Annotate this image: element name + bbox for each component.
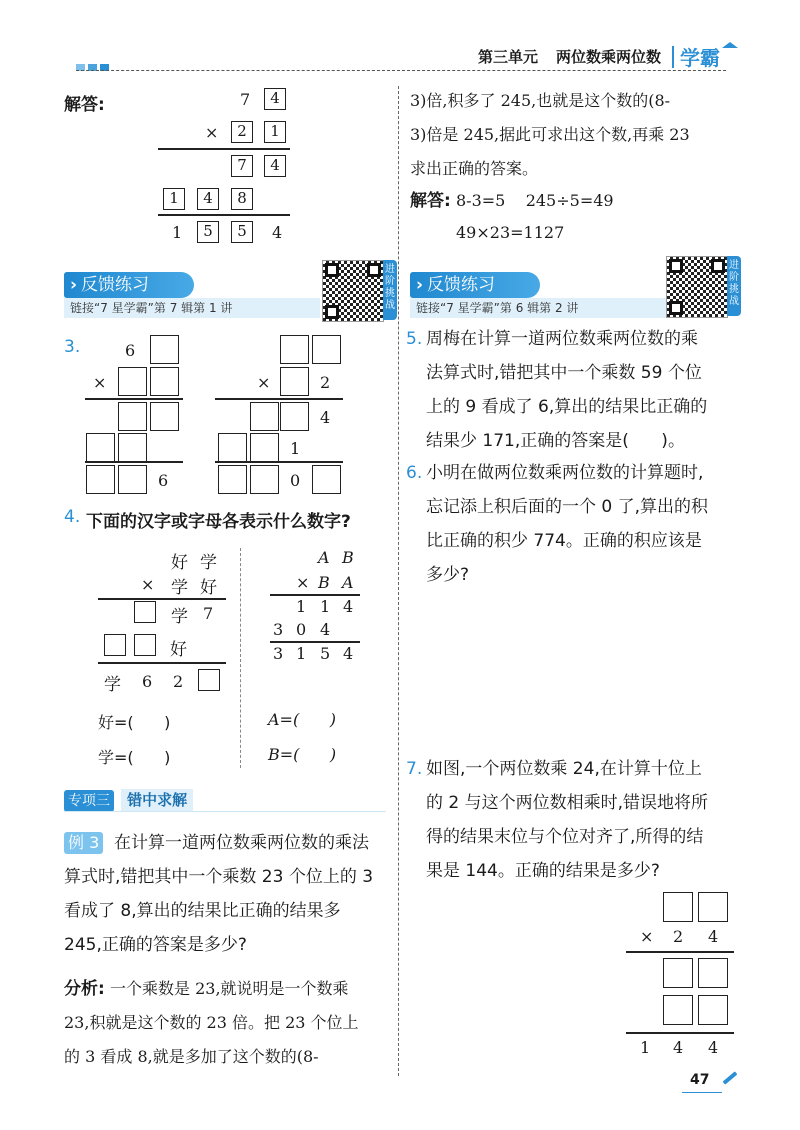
answer-box[interactable] — [150, 367, 179, 396]
question-7-line-2: 的 2 与这个两位数相乘时,错误地将所 — [426, 793, 709, 813]
pencil-icon — [723, 1071, 738, 1084]
example-3-line-4: 245,正确的答案是多少? — [64, 935, 247, 955]
question-7-line-3: 得的结果末位与个位对齐了,所得的结 — [426, 827, 704, 847]
answer-b: B=( ) — [268, 745, 337, 764]
answer-box[interactable] — [86, 433, 115, 462]
analysis-cont-3: 求出正确的答案。 — [410, 159, 539, 178]
column-divider — [398, 86, 399, 1076]
answer-box[interactable] — [663, 892, 693, 922]
answer-box[interactable] — [198, 669, 220, 691]
page-number: 47 — [690, 1072, 710, 1088]
answer-box[interactable] — [280, 402, 309, 431]
answer-box[interactable] — [663, 995, 693, 1025]
answer-box[interactable] — [150, 335, 179, 364]
answer-a: A=( ) — [268, 710, 336, 729]
header-separator — [672, 46, 674, 68]
answer-box[interactable] — [280, 367, 309, 396]
answer-box[interactable] — [150, 402, 179, 431]
feedback-title: 反馈练习 — [427, 275, 496, 295]
answer-xue: 学=( ) — [98, 748, 171, 767]
feedback-link: 链接“7 星学霸”第 6 辑第 2 讲 — [410, 298, 666, 318]
answer-box[interactable] — [250, 465, 279, 494]
q4-divider — [240, 548, 241, 768]
question-5-line-4: 结果少 171,正确的答案是( )。 — [426, 431, 685, 451]
answer-box[interactable] — [698, 892, 728, 922]
answer-box[interactable] — [663, 958, 693, 988]
answer-step-1: 8-3=5 245÷5=49 — [456, 191, 614, 210]
answer-box[interactable] — [698, 958, 728, 988]
analysis-line-3: 的 3 看成 8,就是多加了这个数的(8- — [64, 1047, 319, 1066]
question-5-number: 5. — [406, 329, 423, 349]
answer-box[interactable] — [118, 367, 147, 396]
answer-box[interactable] — [118, 465, 147, 494]
answer-box[interactable] — [104, 634, 126, 656]
question-5-line-3: 上的 9 看成了 6,算出的结果比正确的 — [426, 397, 708, 417]
example-3-line-3: 看成了 8,算出的结果比正确的结果多 — [64, 901, 341, 921]
feedback-title: 反馈练习 — [81, 275, 150, 295]
answer-box[interactable] — [134, 634, 156, 656]
question-3-number: 3. — [64, 337, 81, 357]
example-3-line-1: 在计算一道两位数乘两位数的乘法 — [114, 833, 369, 853]
special-section-header — [64, 789, 193, 811]
qr-tag: 进阶挑战 — [727, 256, 741, 316]
chevron-right-icon: › — [416, 275, 424, 295]
chevron-right-icon: › — [70, 275, 78, 295]
analysis-cont-1: 3)倍,积多了 245,也就是这个数的(8- — [410, 91, 671, 110]
question-7-line-4: 果是 144。正确的结果是多少? — [426, 861, 660, 881]
answer-label: 解答: — [64, 95, 105, 115]
example-3-line-2: 算式时,错把其中一个乘数 23 个位上的 3 — [64, 867, 374, 887]
special-rule — [64, 811, 386, 812]
answer-box[interactable] — [698, 995, 728, 1025]
answer-box[interactable] — [312, 335, 341, 364]
question-6-line-3: 比正确的积少 774。正确的积应该是 — [426, 531, 702, 551]
special-title: 错中求解 — [121, 789, 193, 811]
feedback-link: 链接“7 星学霸”第 7 辑第 1 讲 — [64, 298, 320, 318]
answer-box[interactable] — [218, 465, 247, 494]
answer-box[interactable] — [312, 465, 341, 494]
answer-box[interactable] — [86, 465, 115, 494]
question-6-number: 6. — [406, 463, 423, 483]
footer-underline — [682, 1092, 722, 1093]
question-7-number: 7. — [406, 759, 423, 779]
question-6-line-4: 多少? — [426, 565, 470, 585]
analysis-line-1: 一个乘数是 23,就说明是一个数乘 — [110, 979, 349, 998]
header-decoration — [76, 56, 112, 75]
header-rule — [76, 70, 726, 71]
analysis-line-2: 23,积就是这个数的 23 倍。把 23 个位上 — [64, 1013, 359, 1032]
question-4-text: 下面的汉字或字母各表示什么数字? — [86, 512, 351, 532]
example-3-tag: 例 3 — [64, 832, 103, 854]
answer-hao: 好=( ) — [98, 713, 171, 732]
answer-box[interactable] — [250, 402, 279, 431]
answer-label-right: 解答: — [410, 191, 451, 211]
answer-box[interactable] — [218, 433, 247, 462]
analysis-label: 分析: — [64, 979, 105, 999]
header-unit: 第三单元 — [478, 48, 539, 66]
graduation-cap-icon — [722, 42, 738, 48]
answer-box[interactable] — [134, 601, 156, 623]
answer-box[interactable] — [280, 335, 309, 364]
qr-code-icon[interactable] — [322, 260, 384, 322]
question-5-line-2: 法算式时,错把其中一个乘数 59 个位 — [426, 363, 702, 383]
question-6-line-2: 忘记添上积后面的一个 0 了,算出的积 — [426, 497, 709, 517]
question-7-line-1: 如图,一个两位数乘 24,在计算十位上 — [426, 759, 702, 779]
header-topic: 两位数乘两位数 — [556, 48, 662, 66]
question-5-line-1: 周梅在计算一道两位数乘两位数的乘 — [426, 329, 698, 349]
answer-step-2: 49×23=1127 — [456, 223, 565, 242]
qr-code-icon[interactable] — [666, 256, 728, 318]
question-4-number: 4. — [64, 507, 81, 527]
answer-box[interactable] — [250, 433, 279, 462]
answer-box[interactable] — [118, 433, 147, 462]
special-tag: 专项三 — [64, 790, 114, 812]
answer-box[interactable] — [118, 402, 147, 431]
qr-tag: 进阶挑战 — [383, 260, 397, 320]
question-6-line-1: 小明在做两位数乘两位数的计算题时, — [426, 463, 704, 483]
header-brand: 学霸 — [680, 46, 720, 70]
analysis-cont-2: 3)倍是 245,据此可求出这个数,再乘 23 — [410, 125, 690, 144]
